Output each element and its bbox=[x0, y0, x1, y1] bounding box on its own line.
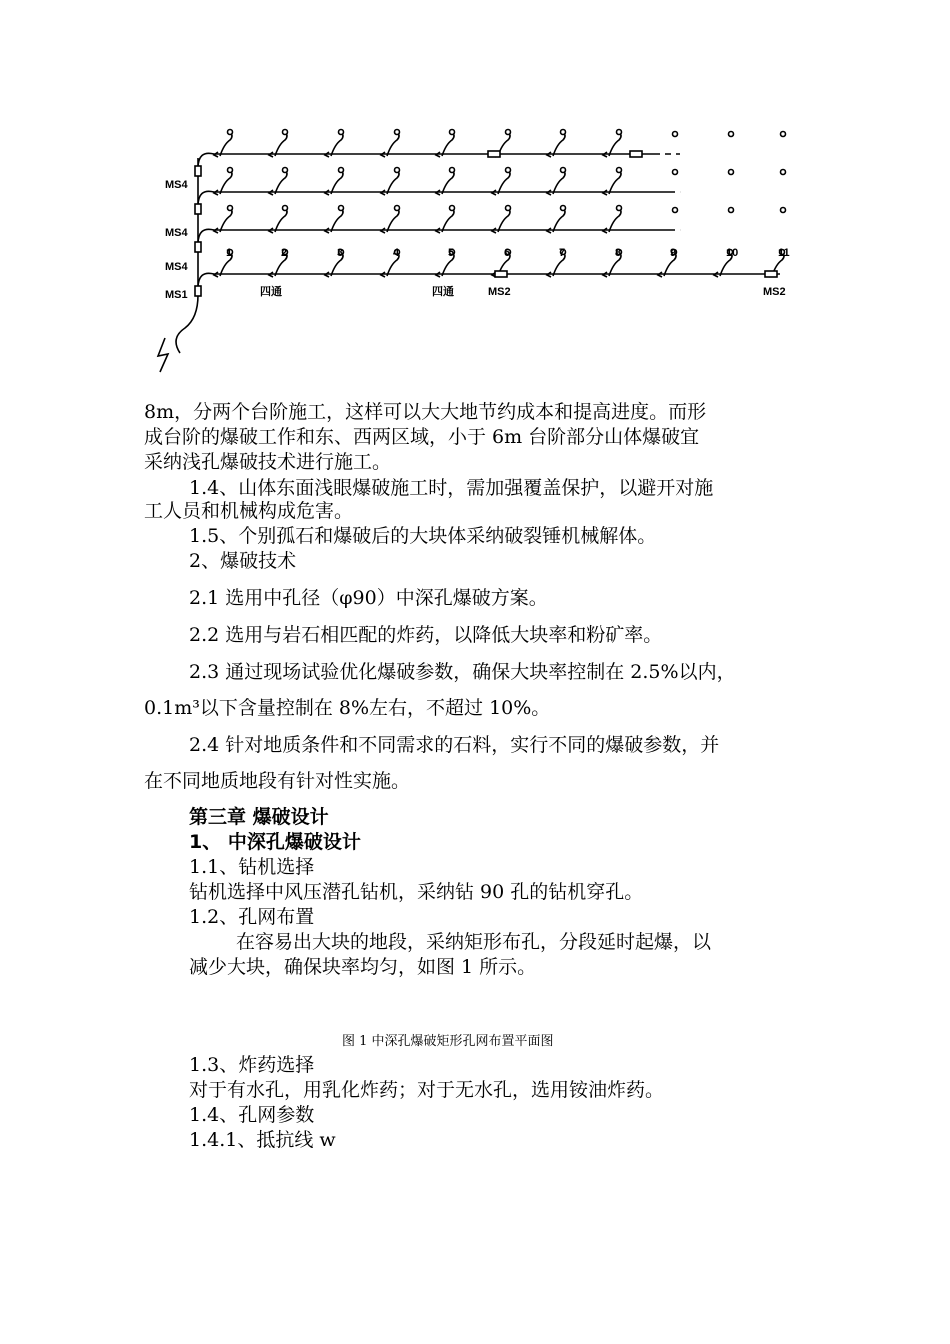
para-line: 钻机选择中风压潜孔钻机，采纳钻 90 孔的钻机穿孔。 bbox=[189, 881, 644, 903]
para-line: 2.3 通过现场试验优化爆破参数，确保大块率控制在 2.5%以内， bbox=[189, 661, 736, 683]
blast-hole bbox=[673, 208, 678, 213]
delay-label: MS4 bbox=[165, 261, 188, 273]
blast-hole bbox=[617, 168, 622, 173]
blast-hole bbox=[395, 130, 400, 135]
blast-hole bbox=[781, 170, 786, 175]
blast-hole bbox=[283, 168, 288, 173]
bottom-label: MS2 bbox=[488, 286, 511, 298]
chapter-heading: 第三章 爆破设计 bbox=[189, 806, 329, 828]
hole-number: 1 bbox=[226, 247, 233, 259]
subsection-heading: 1.3、炸药选择 bbox=[189, 1054, 315, 1076]
blast-hole bbox=[450, 206, 455, 211]
blast-hole bbox=[729, 132, 734, 137]
blast-hole bbox=[781, 132, 786, 137]
blast-hole bbox=[228, 206, 233, 211]
blast-hole bbox=[395, 206, 400, 211]
para-line: 采纳浅孔爆破技术进行施工。 bbox=[144, 451, 392, 473]
blast-hole bbox=[729, 170, 734, 175]
subsection-heading: 1.4、孔网参数 bbox=[189, 1104, 315, 1126]
blast-hole bbox=[561, 130, 566, 135]
blasting-layout-diagram bbox=[140, 118, 820, 388]
delay-label: MS4 bbox=[165, 179, 188, 191]
para-line: 在不同地质地段有针对性实施。 bbox=[144, 770, 411, 792]
hole-number: 3 bbox=[337, 247, 344, 259]
blast-hole bbox=[506, 168, 511, 173]
blast-hole bbox=[450, 168, 455, 173]
para-line: 8m，分两个台阶施工，这样可以大大地节约成本和提高进度。而形 bbox=[144, 401, 707, 423]
delay-block bbox=[195, 242, 201, 252]
blast-hole bbox=[617, 206, 622, 211]
subsection-heading: 1.1、钻机选择 bbox=[189, 856, 315, 878]
para-line: 0.1m³以下含量控制在 8%左右，不超过 10%。 bbox=[144, 697, 551, 719]
blast-hole bbox=[729, 208, 734, 213]
blast-hole bbox=[228, 130, 233, 135]
hole-number: 5 bbox=[448, 247, 455, 259]
blast-hole bbox=[506, 206, 511, 211]
para-line: 减少大块，确保块率均匀，如图 1 所示。 bbox=[189, 956, 537, 978]
blast-hole bbox=[781, 208, 786, 213]
blast-hole bbox=[450, 130, 455, 135]
hole-number: 10 bbox=[726, 247, 739, 259]
para-line: 对于有水孔，用乳化炸药；对于无水孔，选用铵油炸药。 bbox=[189, 1079, 665, 1101]
hole-number: 2 bbox=[281, 247, 288, 259]
subsection-heading: 1.4.1、抵抗线 w bbox=[189, 1129, 336, 1151]
bottom-label: 四通 bbox=[260, 286, 282, 298]
connector-block bbox=[630, 151, 642, 157]
hole-number: 8 bbox=[615, 247, 622, 259]
blast-hole bbox=[339, 206, 344, 211]
blast-hole bbox=[506, 130, 511, 135]
hole-number: 7 bbox=[559, 247, 566, 259]
blast-hole bbox=[561, 206, 566, 211]
blast-hole bbox=[395, 168, 400, 173]
bottom-label: MS2 bbox=[763, 286, 786, 298]
row-line bbox=[198, 153, 660, 168]
para-line: 1.4、山体东面浅眼爆破施工时，需加强覆盖保护，以避开对施 bbox=[189, 477, 714, 499]
delay-block bbox=[195, 204, 201, 214]
delay-label: MS1 bbox=[165, 289, 188, 301]
blast-hole bbox=[283, 130, 288, 135]
para-line: 2.4 针对地质条件和不同需求的石料，实行不同的爆破参数，并 bbox=[189, 734, 720, 756]
hole-number: 4 bbox=[393, 247, 400, 259]
para-line: 1.5、个别孤石和爆破后的大块体采纳破裂锤机械解体。 bbox=[189, 525, 657, 547]
para-line: 成台阶的爆破工作和东、西两区域，小于 6m 台阶部分山体爆破宜 bbox=[144, 426, 700, 448]
section-heading: 2、爆破技术 bbox=[189, 550, 297, 572]
blast-hole bbox=[228, 168, 233, 173]
ms2-block bbox=[765, 271, 777, 277]
hole-number: 6 bbox=[504, 247, 511, 259]
bottom-label: 四通 bbox=[432, 286, 454, 298]
blast-hole bbox=[617, 130, 622, 135]
delay-block bbox=[195, 286, 201, 296]
connector-block bbox=[488, 151, 500, 157]
blast-hole bbox=[673, 132, 678, 137]
blast-hole bbox=[339, 168, 344, 173]
hole-number: 11 bbox=[778, 247, 790, 259]
para-line: 2.2 选用与岩石相匹配的炸药，以降低大块率和粉矿率。 bbox=[189, 624, 663, 646]
subsection-heading: 1.2、孔网布置 bbox=[189, 906, 315, 928]
ms2-block bbox=[495, 271, 507, 277]
hole-number: 9 bbox=[670, 247, 677, 259]
figure-caption: 图 1 中深孔爆破矩形孔网布置平面图 bbox=[342, 1034, 554, 1049]
delay-label: MS4 bbox=[165, 227, 188, 239]
blast-hole bbox=[673, 170, 678, 175]
blast-hole bbox=[561, 168, 566, 173]
para-line: 在容易出大块的地段，采纳矩形布孔，分段延时起爆，以 bbox=[236, 931, 712, 953]
blast-hole bbox=[339, 130, 344, 135]
delay-block bbox=[195, 166, 201, 176]
para-line: 工人员和机械构成危害。 bbox=[144, 500, 354, 522]
blast-hole bbox=[283, 206, 288, 211]
detonator-symbol bbox=[158, 338, 168, 372]
para-line: 2.1 选用中孔径（φ90）中深孔爆破方案。 bbox=[189, 587, 548, 609]
section-heading: 1、 中深孔爆破设计 bbox=[189, 831, 361, 853]
